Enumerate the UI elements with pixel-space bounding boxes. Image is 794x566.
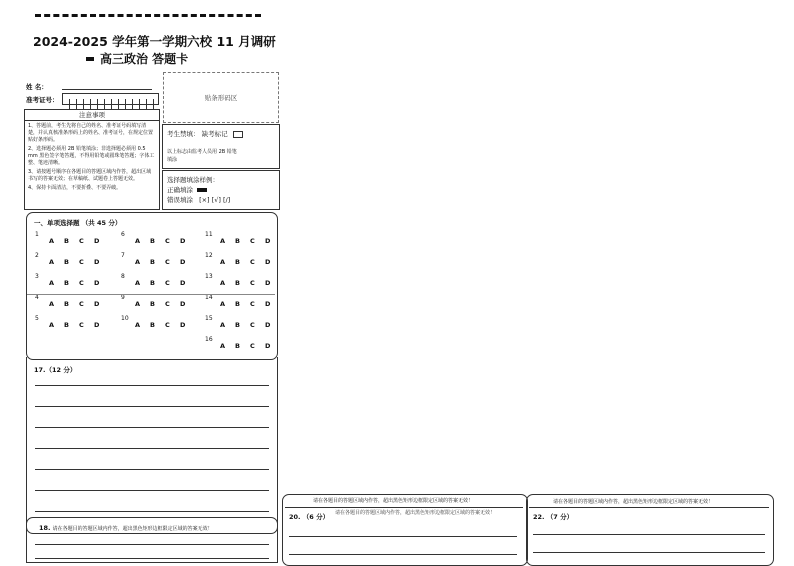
- mc-option-d[interactable]: D: [265, 237, 271, 245]
- mc-option-b[interactable]: B: [64, 321, 69, 329]
- q22-section: [526, 494, 774, 566]
- fill-sample-heading: 选择题填涂样例：: [167, 176, 219, 184]
- mc-question-number: 6: [121, 231, 125, 238]
- id-label: 准考证号：: [26, 96, 59, 104]
- mc-option-a[interactable]: A: [135, 300, 141, 308]
- q17-section: [26, 357, 278, 534]
- mc-option-b[interactable]: B: [150, 279, 155, 287]
- mc-option-d[interactable]: D: [265, 279, 271, 287]
- mc-option-c[interactable]: C: [79, 279, 84, 287]
- mc-option-d[interactable]: D: [265, 258, 271, 266]
- mc-option-b[interactable]: B: [64, 258, 69, 266]
- mc-option-a[interactable]: A: [135, 321, 141, 329]
- mc-option-d[interactable]: D: [94, 237, 100, 245]
- mc-option-c[interactable]: C: [79, 237, 84, 245]
- mc-option-c[interactable]: C: [250, 321, 255, 329]
- mc-option-d[interactable]: D: [180, 321, 186, 329]
- mc-question-number: 11: [205, 231, 213, 238]
- mc-option-b[interactable]: B: [64, 300, 69, 308]
- mc-option-a[interactable]: A: [220, 342, 226, 350]
- mc-option-a[interactable]: A: [135, 279, 141, 287]
- mc-question-number: 8: [121, 273, 125, 280]
- mc-option-c[interactable]: C: [250, 258, 255, 266]
- mc-option-b[interactable]: B: [150, 237, 155, 245]
- mc-option-a[interactable]: A: [135, 237, 141, 245]
- mc-option-b[interactable]: B: [150, 300, 155, 308]
- mc-question-number: 4: [35, 294, 39, 301]
- mc-option-a[interactable]: A: [49, 321, 55, 329]
- barcode-label: 贴条形码区: [204, 94, 238, 102]
- notes-item-4: 4、保持卡面清洁，不要折叠、不要弄破。: [28, 185, 122, 191]
- exam-title: 2024-2025 学年第一学期六校 11 月调研: [33, 34, 276, 49]
- id-number-boxes[interactable]: [62, 93, 159, 105]
- notes-item-2: 2、选择题必须用 2B 铅笔填涂；非选择题必须用 0.5 mm 黑色签字笔答题，不得用铅笔或圆珠笔答题；字体工整、笔迹清晰。: [28, 146, 155, 166]
- mc-option-c[interactable]: C: [250, 237, 255, 245]
- mc-option-d[interactable]: D: [94, 300, 100, 308]
- fill-sample-box: [162, 170, 280, 210]
- correct-fill-label: 正确填涂: [167, 186, 193, 194]
- q20-section: [282, 494, 528, 566]
- q22-warning: 请在各题目的答题区域内作答，超出黑色矩形边框限定区域的答案无效！: [553, 499, 714, 505]
- mc-option-d[interactable]: D: [94, 258, 100, 266]
- mc-question-number: 14: [205, 294, 213, 301]
- mc-option-b[interactable]: B: [150, 258, 155, 266]
- mc-option-a[interactable]: A: [135, 258, 141, 266]
- mc-option-b[interactable]: B: [235, 258, 240, 266]
- mc-question-number: 5: [35, 315, 39, 322]
- absent-box: [162, 124, 280, 169]
- mc-option-d[interactable]: D: [180, 279, 186, 287]
- mc-question-number: 3: [35, 273, 39, 280]
- top-dashed-bar: [35, 14, 261, 17]
- mc-option-c[interactable]: C: [79, 321, 84, 329]
- mc-option-b[interactable]: B: [64, 237, 69, 245]
- mc-option-a[interactable]: A: [49, 237, 55, 245]
- mc-option-a[interactable]: A: [220, 237, 226, 245]
- name-field[interactable]: [62, 89, 152, 90]
- q22-label: 22. （7 分）: [533, 513, 574, 521]
- answer-line[interactable]: [35, 406, 269, 407]
- q20-warning-inner: 请在各题目的答题区域内作答，超出黑色矩形边框限定区域的答案无效！: [335, 510, 496, 516]
- mc-option-c[interactable]: C: [250, 342, 255, 350]
- mc-option-d[interactable]: D: [94, 321, 100, 329]
- answer-line[interactable]: [35, 469, 269, 470]
- answer-line[interactable]: [35, 448, 269, 449]
- mc-option-a[interactable]: A: [49, 300, 55, 308]
- mc-question-number: 7: [121, 252, 125, 259]
- mc-option-b[interactable]: B: [235, 321, 240, 329]
- mc-option-d[interactable]: D: [180, 258, 186, 266]
- notes-heading: 注意事项: [25, 110, 159, 121]
- mc-option-c[interactable]: C: [165, 321, 170, 329]
- mc-option-d[interactable]: D: [265, 300, 271, 308]
- mc-option-a[interactable]: A: [220, 300, 226, 308]
- mc-option-c[interactable]: C: [165, 237, 170, 245]
- mc-option-b[interactable]: B: [235, 342, 240, 350]
- absent-note-1: 以上标志由监考人员用 2B 铅笔: [167, 149, 237, 155]
- mc-option-d[interactable]: D: [180, 300, 186, 308]
- mc-option-c[interactable]: C: [165, 279, 170, 287]
- mc-option-c[interactable]: C: [165, 258, 170, 266]
- mc-option-a[interactable]: A: [49, 258, 55, 266]
- q18-warning: 请在各题目的答题区域内作答，超出黑色矩形边框限定区域的答案无效！: [52, 526, 213, 532]
- title-marker: [86, 57, 94, 61]
- mc-option-b[interactable]: B: [235, 300, 240, 308]
- mc-option-c[interactable]: C: [79, 300, 84, 308]
- mc-option-d[interactable]: D: [180, 237, 186, 245]
- absent-label: 考生禁填： 缺考标记: [167, 130, 228, 138]
- exam-subtitle: 高三政治 答题卡: [100, 52, 189, 66]
- answer-line[interactable]: [35, 385, 269, 386]
- barcode-area: [163, 72, 279, 123]
- mc-grid: [27, 213, 277, 359]
- name-label: 姓 名：: [26, 83, 48, 91]
- mc-question-number: 9: [121, 294, 125, 301]
- q20-label: 20. （6 分）: [289, 513, 330, 521]
- mc-question-number: 15: [205, 315, 213, 322]
- q17-label: 17.（12 分）: [34, 366, 77, 374]
- mc-option-b[interactable]: B: [150, 321, 155, 329]
- mc-section: [26, 212, 278, 360]
- mc-row-divider: [27, 294, 275, 295]
- answer-line[interactable]: [35, 511, 269, 512]
- answer-line[interactable]: [35, 427, 269, 428]
- q20-warning-top: 请在各题目的答题区域内作答，超出黑色矩形边框限定区域的答案无效！: [313, 498, 474, 504]
- mc-option-b[interactable]: B: [235, 279, 240, 287]
- correct-fill-mark: [197, 188, 207, 192]
- mc-option-a[interactable]: A: [220, 279, 226, 287]
- mc-question-number: 13: [205, 273, 213, 280]
- mc-question-number: 16: [205, 336, 213, 343]
- wrong-fill-label: 错误填涂: [167, 196, 193, 204]
- absent-checkbox[interactable]: [233, 131, 243, 138]
- mc-question-number: 2: [35, 252, 39, 259]
- mc-option-c[interactable]: C: [250, 279, 255, 287]
- mc-option-c[interactable]: C: [79, 258, 84, 266]
- mc-option-a[interactable]: A: [220, 321, 226, 329]
- notes-box: [24, 109, 160, 210]
- q18-label: 18.: [39, 524, 51, 532]
- mc-option-b[interactable]: B: [235, 237, 240, 245]
- mc-question-number: 1: [35, 231, 39, 238]
- mc-option-d[interactable]: D: [265, 321, 271, 329]
- mc-heading: 一、单项选择题 （共 45 分）: [34, 219, 122, 227]
- notes-item-3: 3、请按题号顺序在各题目的答题区域内作答，超出区域书写的答案无效；在草稿纸、试题卷上答题无效。: [28, 169, 152, 182]
- q18-section: [26, 517, 278, 563]
- mc-question-number: 10: [121, 315, 129, 322]
- mc-question-number: 12: [205, 252, 213, 259]
- answer-line[interactable]: [35, 490, 269, 491]
- mc-option-d[interactable]: D: [265, 342, 271, 350]
- notes-item-1: 1、答题前，考生先将自己的姓名、准考证号码填写清楚，并认真核准条形码上的姓名、准考证号，在规定位置贴好条形码。: [28, 123, 154, 143]
- mc-option-c[interactable]: C: [250, 300, 255, 308]
- mc-option-d[interactable]: D: [94, 279, 100, 287]
- wrong-fill-marks: [×] [√] [/]: [199, 196, 231, 204]
- absent-note-2: 填涂: [167, 157, 178, 163]
- mc-option-c[interactable]: C: [165, 300, 170, 308]
- mc-option-a[interactable]: A: [220, 258, 226, 266]
- mc-option-b[interactable]: B: [64, 279, 69, 287]
- mc-option-a[interactable]: A: [49, 279, 55, 287]
